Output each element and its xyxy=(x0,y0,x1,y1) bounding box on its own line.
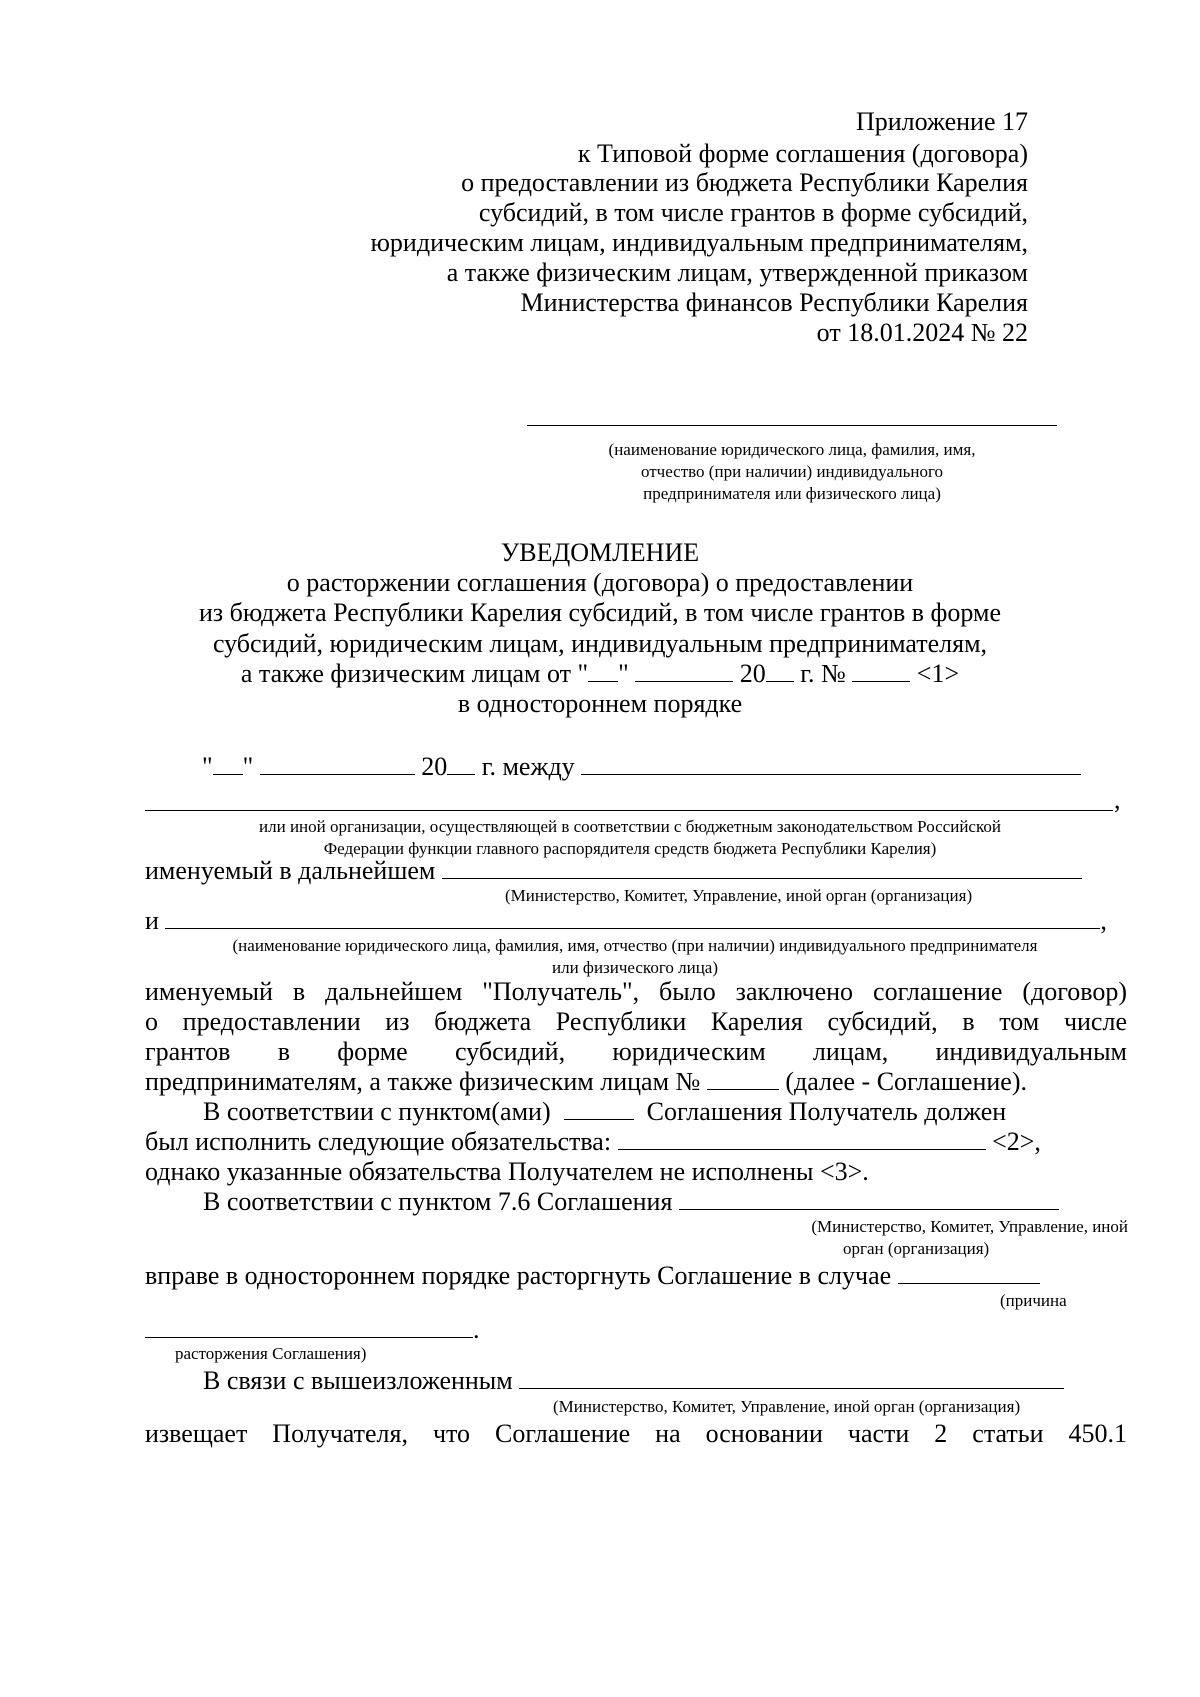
paragraph-line: В соответствии с пунктом 7.6 Соглашения xyxy=(203,1186,1059,1218)
recipient-caption-line: или физического лица) xyxy=(552,958,718,977)
header-line: от 18.01.2024 № 22 xyxy=(816,318,1028,347)
notice-heading: УВЕДОМЛЕНИЕ xyxy=(500,538,700,567)
header-line: а также физическим лицам, утвержденной приказом xyxy=(446,258,1028,287)
paragraph-line: В соответствии с пунктом(ами) Соглашения Получатель должен xyxy=(203,1097,1007,1126)
header-line: субсидий, в том числе грантов в форме субсидий, xyxy=(478,198,1028,227)
paragraph-line: извещает Получателя, что Соглашение на основании части 2 статьи 450.1 xyxy=(145,1419,1127,1448)
ministry-caption: (Министерство, Комитет, Управление, иной орган (организация) xyxy=(553,1397,1021,1416)
and-line: и , xyxy=(145,906,1107,935)
title-line: из бюджета Республики Карелия субсидий, в том числе грантов в форме xyxy=(198,598,1001,627)
named-line: именуемый в дальнейшем xyxy=(145,855,1082,887)
title-line: в одностороннем порядке xyxy=(457,689,743,718)
paragraph-line: однако указанные обязательства Получателем не исполнены <3>. xyxy=(145,1157,869,1186)
addressee-blank-line xyxy=(527,425,1057,426)
caption-line: предпринимателя или физического лица) xyxy=(643,484,941,503)
header-line: к Типовой форме соглашения (договора) xyxy=(577,139,1028,168)
org-caption-line: Федерации функции главного распорядителя средств бюджета Республики Карелия) xyxy=(323,839,937,858)
paragraph-line: был исполнить следующие обязательства: <2>, xyxy=(145,1127,1041,1156)
org-blank-line xyxy=(145,810,1113,811)
ministry-caption: орган (организация) xyxy=(843,1239,990,1258)
title-line: о расторжении соглашения (договора) о предоставлении xyxy=(286,568,914,597)
comma: , xyxy=(1114,785,1121,814)
title-line-date: а также физическим лицам от " " 20 г. № <1> xyxy=(240,659,960,688)
paragraph-line: вправе в одностороннем порядке расторгнуть Соглашение в случае xyxy=(145,1260,1040,1292)
header-line: Приложение 17 xyxy=(855,107,1028,136)
paragraph-line: В связи с вышеизложенным xyxy=(203,1365,1064,1397)
header-line: Министерства финансов Республики Карелия xyxy=(520,288,1028,317)
recipient-caption-line: (наименование юридического лица, фамилия, имя, отчество (при наличии) индивидуального предпринимателя xyxy=(232,936,1038,955)
header-line: юридическим лицам, индивидуальным предпринимателям, xyxy=(370,228,1028,257)
date-line: " " 20 г. между xyxy=(202,751,1081,783)
reason-caption: расторжения Соглашения) xyxy=(175,1344,367,1363)
paragraph-line: именуемый в дальнейшем "Получатель", было заключено соглашение (договор) xyxy=(145,977,1127,1006)
org-caption-line: или иной организации, осуществляющей в соответствии с бюджетным законодательством Российской xyxy=(259,817,1001,836)
header-line: о предоставлении из бюджета Республики Карелия xyxy=(461,168,1028,197)
reason-blank-line: . xyxy=(145,1314,480,1346)
paragraph-line: предпринимателям, а также физическим лицам № (далее - Соглашение). xyxy=(145,1067,1027,1096)
ministry-caption: (Министерство, Комитет, Управление, иной xyxy=(811,1217,1128,1236)
paragraph-line: грантов в форме субсидий, юридическим лицам, индивидуальным xyxy=(145,1037,1127,1066)
ministry-caption: (Министерство, Комитет, Управление, иной орган (организация) xyxy=(505,886,973,905)
title-line: субсидий, юридическим лицам, индивидуальным предпринимателям, xyxy=(212,629,988,658)
caption-line: отчество (при наличии) индивидуального xyxy=(640,462,944,481)
caption-line: (наименование юридического лица, фамилия, имя, xyxy=(608,440,976,459)
paragraph-line: о предоставлении из бюджета Республики Карелия субсидий, в том числе xyxy=(145,1007,1127,1036)
reason-caption: (причина xyxy=(1000,1291,1067,1310)
